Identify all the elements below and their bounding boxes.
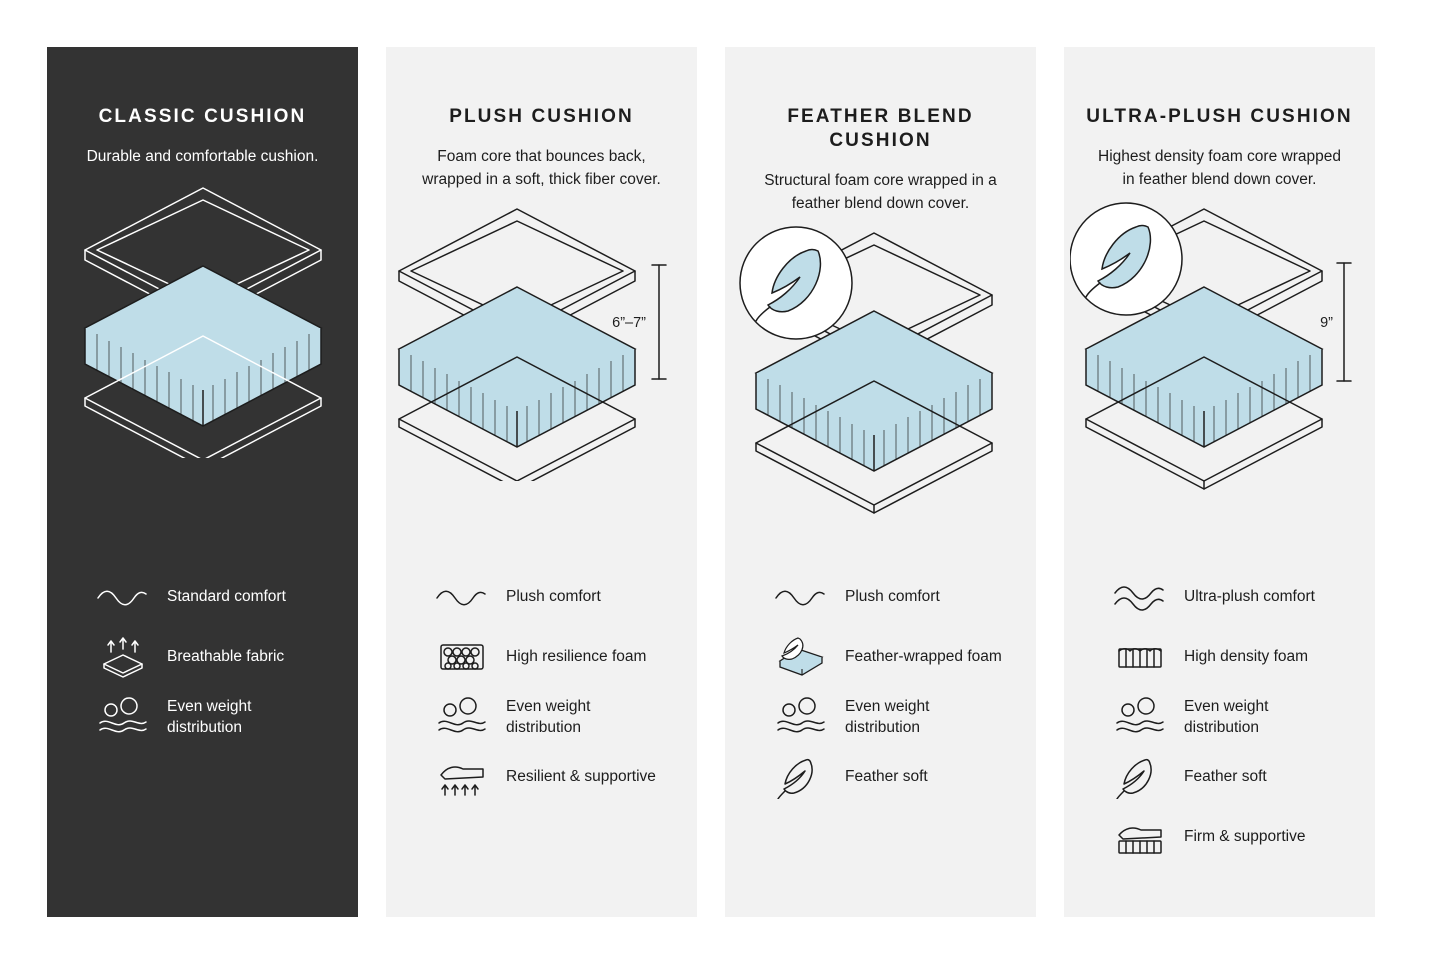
cushion-layers-svg (397, 201, 687, 481)
list-item (765, 627, 1002, 687)
cushion-layers-svg (736, 225, 1026, 515)
list-item (1104, 747, 1341, 807)
list-item (765, 747, 1002, 807)
dimension-bracket (652, 265, 666, 379)
wave-icon (1104, 582, 1176, 612)
cushion-exploded-diagram (725, 225, 1036, 525)
cushion-exploded-diagram (47, 178, 358, 478)
feather-icon (1104, 755, 1176, 799)
honeycomb-foam-icon (426, 637, 498, 677)
foam-core-layer (85, 266, 321, 426)
cushion-exploded-diagram (386, 201, 697, 501)
card-title: FEATHER BLEND CUSHION (787, 106, 974, 151)
card-title: PLUSH CUSHION (449, 106, 634, 127)
dimension-label: 9” (1319, 315, 1333, 332)
feature-label: Breathable fabric (167, 648, 285, 666)
list-item (1104, 627, 1341, 687)
weight-distribution-icon (1104, 696, 1176, 738)
weight-distribution-icon (426, 696, 498, 738)
feature-label: Even weight distribution (167, 697, 252, 736)
list-item (87, 687, 324, 747)
feature-label: Resilient & supportive (506, 768, 656, 786)
card-title: CLASSIC CUSHION (98, 106, 307, 127)
feature-label: Plush comfort (845, 588, 940, 606)
feature-label: Ultra-plush comfort (1184, 588, 1315, 606)
feature-label: Even weight distribution (1184, 697, 1269, 736)
card-description: Durable and comfortable cushion. (86, 147, 319, 165)
wave-icon (87, 584, 159, 610)
breathable-fabric-icon (87, 636, 159, 678)
wave-icon (765, 584, 837, 610)
card-plush-cushion[interactable] (386, 47, 697, 917)
weight-distribution-icon (87, 696, 159, 738)
feature-list (1064, 567, 1375, 867)
list-item (87, 567, 324, 627)
feature-label: Feather soft (845, 768, 928, 786)
cushion-layers-svg (73, 178, 333, 458)
feature-label: Even weight distribution (506, 697, 591, 736)
feather-wrapped-foam-icon (765, 635, 837, 679)
card-title: ULTRA-PLUSH CUSHION (1086, 106, 1353, 127)
feature-label: Standard comfort (167, 588, 286, 606)
card-classic-cushion[interactable] (47, 47, 358, 917)
card-description: Highest density foam core wrapped in feather blend down cover. (1098, 147, 1341, 188)
list-item (765, 567, 1002, 627)
list-item (426, 627, 663, 687)
list-item (1104, 807, 1341, 867)
list-item (87, 627, 324, 687)
feature-list (386, 567, 697, 807)
list-item (426, 687, 663, 747)
foam-core-layer (399, 287, 635, 447)
list-item (1104, 567, 1341, 627)
card-feather-blend-cushion[interactable] (725, 47, 1036, 917)
feature-label: High resilience foam (506, 648, 647, 666)
feature-label: Feather soft (1184, 768, 1267, 786)
firm-support-icon (1104, 817, 1176, 857)
feather-icon (765, 755, 837, 799)
feather-badge-icon (740, 227, 852, 339)
feather-badge-icon (1070, 203, 1182, 315)
cushion-exploded-diagram (1064, 201, 1375, 501)
list-item (426, 747, 663, 807)
card-description: Structural foam core wrapped in a feather blend down cover. (764, 171, 997, 212)
feature-label: Plush comfort (506, 588, 601, 606)
list-item (1104, 687, 1341, 747)
feature-label: Feather-wrapped foam (845, 648, 1002, 666)
list-item (426, 567, 663, 627)
high-density-foam-icon (1104, 639, 1176, 675)
feature-label: Firm & supportive (1184, 828, 1306, 846)
feature-label: Even weight distribution (845, 697, 930, 736)
cushion-layers-svg (1070, 201, 1370, 491)
wave-icon (426, 584, 498, 610)
feature-label: High density foam (1184, 648, 1309, 666)
resilient-support-icon (426, 755, 498, 799)
dimension-label: 6”–7” (611, 315, 646, 332)
list-item (765, 687, 1002, 747)
dimension-bracket (1337, 263, 1351, 381)
weight-distribution-icon (765, 696, 837, 738)
card-ultra-plush-cushion[interactable] (1064, 47, 1375, 917)
card-description: Foam core that bounces back, wrapped in a soft, thick fiber cover. (422, 147, 661, 188)
feature-list (725, 567, 1036, 807)
feature-list (47, 567, 358, 747)
